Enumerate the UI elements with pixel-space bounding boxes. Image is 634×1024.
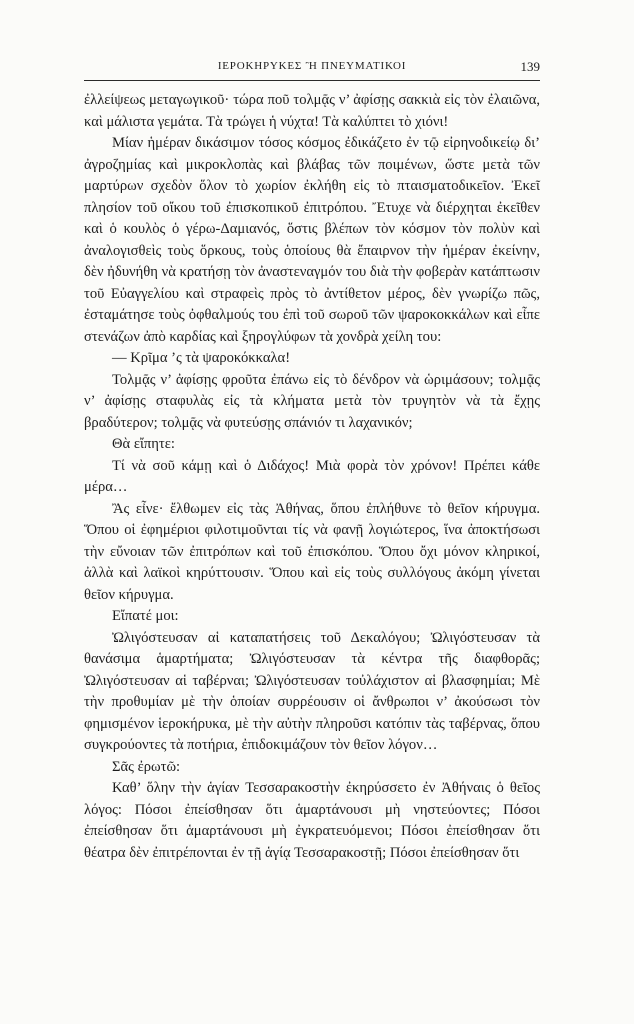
paragraph-3: — Κρῖμα ’ς τὰ ψαροκόκκαλα! bbox=[112, 350, 291, 366]
paragraph-2: Μίαν ἡμέραν δικάσιμον τόσος κόσμος ἐδικάζετο ἐν τῷ εἰρηνοδικείῳ δι’ ἀγροζημίας καὶ μικροκλοπὰς καὶ βλάβας τῶν ποιμένων, ὥστε μετὰ τῶν μαρτύρων σχεδὸν ὅλον τὸ χωρίον ἐκλήθη εἰς τὸ πταισματοδικεῖον. Ἐκεῖ πλησίον τοῦ οἴκου τοῦ ἐπισκοπικοῦ ἐπιτρόπου. Ἔτυχε νὰ διέρχηται ἐκεῖθεν καὶ ὁ κουλὸς ὁ γέρω-Δαμιανός, ὅστις βλέπων τὸν κόσμον τὸν πολὺν καὶ ἀναλογισθεὶς τοὺς ὅρκους, τοὺς ὁποίους θὰ ἔπαιρνον τὴν ἡμέραν ἐκείνην, δὲν ἠδυνήθη νὰ κρατήσῃ τὸν ἀναστεναγμόν του διὰ τὴν φοβερὰν κατάπτωσιν τοῦ Εὐαγγελίου καὶ στραφεὶς πρὸς τὸ ἀντίθετον μέρος, δὲν γνωρίζω πῶς, ἐσταμάτησε τοὺς ὀφθαλμούς του ἐπὶ τοῦ σωροῦ τῶν ψαροκοκκάλων καὶ εἶπε στενάζων ἀπὸ καρδίας καὶ ξηρογλύφων τὰ χονδρὰ χείλη του: bbox=[84, 135, 540, 345]
page-header bbox=[84, 60, 540, 80]
paragraph-5: Θὰ εἴπητε: bbox=[112, 436, 175, 452]
body-text bbox=[84, 90, 540, 864]
paragraph-6: Τί νὰ σοῦ κάμῃ καὶ ὁ Διδάχος! Μιὰ φορὰ τὸν χρόνον! Πρέπει κάθε μέρα… bbox=[84, 457, 540, 495]
header-rule bbox=[84, 80, 540, 81]
paragraph-4: Τολμᾷς ν’ ἀφίσῃς φροῦτα ἐπάνω εἰς τὸ δένδρον νὰ ὡριμάσουν; τολμᾷς ν’ ἀφίσῃς σταφυλὰς εἰς τὰ κλήματα μετὰ τὸν τρυγητὸν νὰ τὰ ἔχῃς βραδύτερον; τολμᾷς νὰ φυτεύσῃς σπάνιόν τι λαχανικόν; bbox=[84, 371, 540, 431]
paragraph-11: Καθ’ ὅλην τὴν ἁγίαν Τεσσαρακοστὴν ἐκηρύσσετο ἐν Ἀθήναις ὁ θεῖος λόγος: Πόσοι ἐπείσθησαν ὅτι ἁμαρτάνουσι μὴ νηστεύοντες; Πόσοι ἐπείσθησαν ὅτι ἁμαρτάνουσι μὴ ἐγκρατευόμενοι; Πόσοι ἐπείσθησαν ὅτι θέατρα δὲν ἐπιτρέπονται ἐν τῇ ἁγίᾳ Τεσσαρακοστῇ; Πόσοι ἐπείσθησαν ὅτι bbox=[84, 780, 540, 861]
page-number: 139 bbox=[520, 59, 540, 74]
running-head: ΙΕΡΟΚΗΡΥΚΕΣ Ἢ ΠΝΕΥΜΑΤΙΚΟΙ bbox=[217, 60, 407, 72]
paragraph-7: Ἂς εἶνε· ἔλθωμεν εἰς τὰς Ἀθήνας, ὅπου ἐπλήθυνε τὸ θεῖον κήρυγμα. Ὅπου οἱ ἐφημέριοι φιλοτιμοῦνται τίς νὰ φανῇ λογιώτερος, ἵνα ἀποκτήσωσι τὴν εὔνοιαν τῶν ἐπιτρόπων καὶ τοῦ ἐπισκόπου. Ὅπου ὄχι μόνον κληρικοί, ἀλλὰ καὶ λαϊκοὶ κηρύττουσιν. Ὅπου καὶ εἰς τοὺς συλλόγους ἀκόμη γίνεται θεῖον κήρυγμα. bbox=[84, 500, 540, 603]
paragraph-8: Εἴπατέ μοι: bbox=[112, 608, 179, 624]
paragraph-10: Σᾶς ἐρωτῶ: bbox=[112, 758, 181, 775]
paragraph-9: Ὠλιγόστευσαν αἱ καταπατήσεις τοῦ Δεκαλόγου; Ὠλιγόστευσαν τὰ θανάσιμα ἁμαρτήματα; Ὠλιγόστευσαν τὰ κέντρα τῆς διαφθορᾶς; Ὠλιγόστευσαν αἱ ταβέρναι; Ὠλιγόστευσαν τοὐλάχιστον αἱ βλασφημίαι; Μὲ τὴν προθυμίαν μὲ τὴν ὁποίαν συρρέουσιν οἱ ἄνθρωποι ν’ ἀκούσωσι τὸν φημισμένον ἱεροκήρυκα, μὲ τὴν αὐτὴν πληροῦσι κατόπιν τὰς ταβέρνας, ὅπου συγκρούοντες τὰ ποτήρια, ἐπιδοκιμάζουν τὸν θεῖον λόγον… bbox=[84, 629, 540, 753]
paragraph-1: ἐλλείψεως μεταγωγικοῦ· τώρα ποῦ τολμᾷς ν’ ἀφίσῃς σακκιὰ εἰς τὸν ἐλαιῶνα, καὶ μάλιστα γεμάτα. Τὰ τρώγει ἡ νύχτα! Τὰ καλύπτει τὸ χιόνι! bbox=[84, 92, 540, 130]
